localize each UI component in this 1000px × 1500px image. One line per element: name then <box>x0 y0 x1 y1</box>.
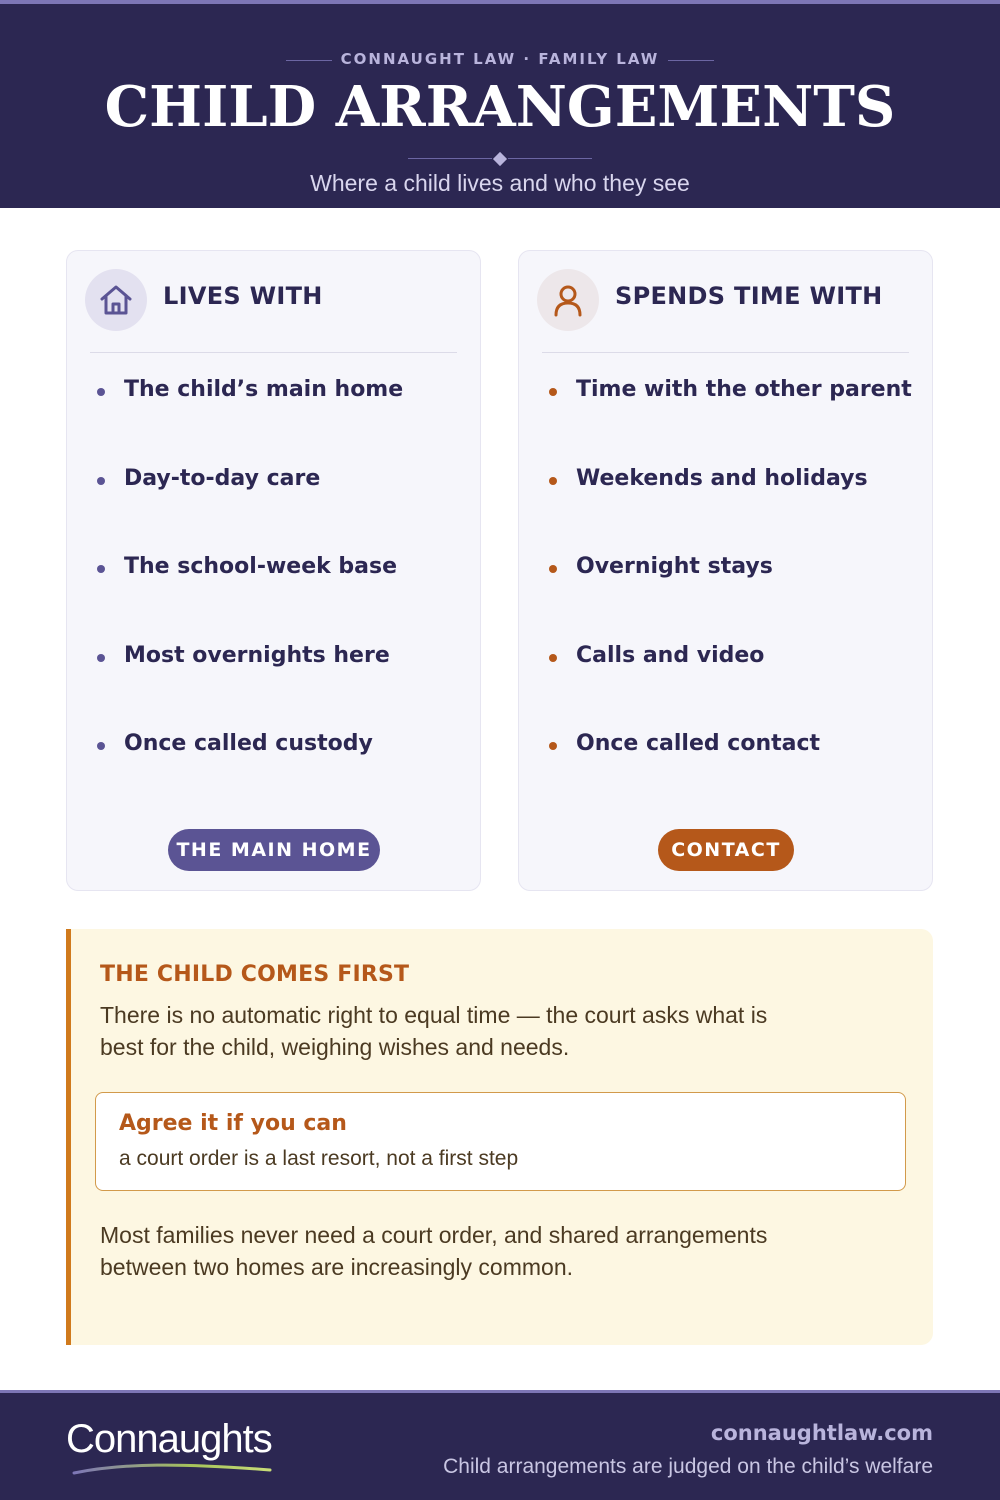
bullet-icon <box>97 388 105 396</box>
footer-tagline: Child arrangements are judged on the child’s welfare <box>443 1455 933 1478</box>
house-icon <box>85 269 147 331</box>
diamond-icon <box>493 152 507 166</box>
agree-box <box>95 1092 906 1191</box>
header <box>0 0 1000 208</box>
list-item-text: Once called custody <box>124 731 373 756</box>
logo: Connaughts <box>66 1417 272 1461</box>
bullet-icon <box>97 477 105 485</box>
bullet-icon <box>549 477 557 485</box>
callout-body: There is no automatic right to equal time — the court asks what is best for the child, weighing wishes and needs. <box>100 1002 768 1060</box>
list-item <box>97 466 403 555</box>
contact-badge: CONTACT <box>658 829 794 871</box>
card-spends-time-with <box>518 250 933 891</box>
list-item <box>549 554 912 643</box>
agree-box-title: Agree it if you can <box>119 1111 347 1136</box>
person-icon <box>537 269 599 331</box>
bullet-icon <box>97 742 105 750</box>
card-lives-with <box>66 250 481 891</box>
eyebrow-line-right <box>668 60 714 61</box>
list-item <box>549 377 912 466</box>
callout-footnote: Most families never need a court order, and shared arrangements between two homes are increasingly common. <box>100 1222 768 1280</box>
page-title: CHILD ARRANGEMENTS <box>104 74 896 140</box>
bullet-icon <box>97 654 105 662</box>
list-item <box>549 466 912 555</box>
footer <box>0 1390 1000 1500</box>
bullet-list <box>549 377 912 820</box>
divider-line-right <box>508 158 592 159</box>
list-item-text: Calls and video <box>576 642 765 668</box>
bullet-icon <box>549 742 557 750</box>
website-link[interactable]: connaughtlaw.com <box>710 1421 933 1445</box>
list-item <box>97 554 403 643</box>
list-item <box>97 377 403 466</box>
page-subtitle: Where a child lives and who they see <box>310 170 690 196</box>
list-item <box>549 731 912 820</box>
list-item-text: Day-to-day care <box>124 465 321 491</box>
title-divider <box>408 152 592 166</box>
bullet-list <box>97 377 403 820</box>
logo-swoosh-icon <box>72 1461 272 1477</box>
bullet-icon <box>97 565 105 573</box>
divider-line-left <box>408 158 492 159</box>
bullet-icon <box>549 654 557 662</box>
agree-box-text: a court order is a last resort, not a first step <box>119 1147 519 1170</box>
list-item <box>97 731 403 820</box>
list-item <box>549 643 912 732</box>
list-item-text: Most overnights here <box>124 642 390 668</box>
list-item-text: Weekends and holidays <box>576 465 868 491</box>
list-item-text: Once called contact <box>576 731 821 756</box>
card-title: LIVES WITH <box>163 282 323 310</box>
eyebrow: CONNAUGHT LAW · FAMILY LAW <box>340 50 660 68</box>
list-item-text: The child’s main home <box>124 377 404 402</box>
bullet-icon <box>549 388 557 396</box>
list-item <box>97 643 403 732</box>
list-item-text: Overnight stays <box>576 554 773 579</box>
callout-heading: THE CHILD COMES FIRST <box>100 962 410 987</box>
card-divider <box>542 352 909 353</box>
main-home-badge: THE MAIN HOME <box>168 829 380 871</box>
list-item-text: The school-week base <box>124 554 398 579</box>
eyebrow-row <box>0 48 1000 72</box>
card-title: SPENDS TIME WITH <box>615 282 883 310</box>
list-item-text: Time with the other parent <box>576 377 912 402</box>
bullet-icon <box>549 565 557 573</box>
card-divider <box>90 352 457 353</box>
child-first-callout <box>66 929 933 1345</box>
